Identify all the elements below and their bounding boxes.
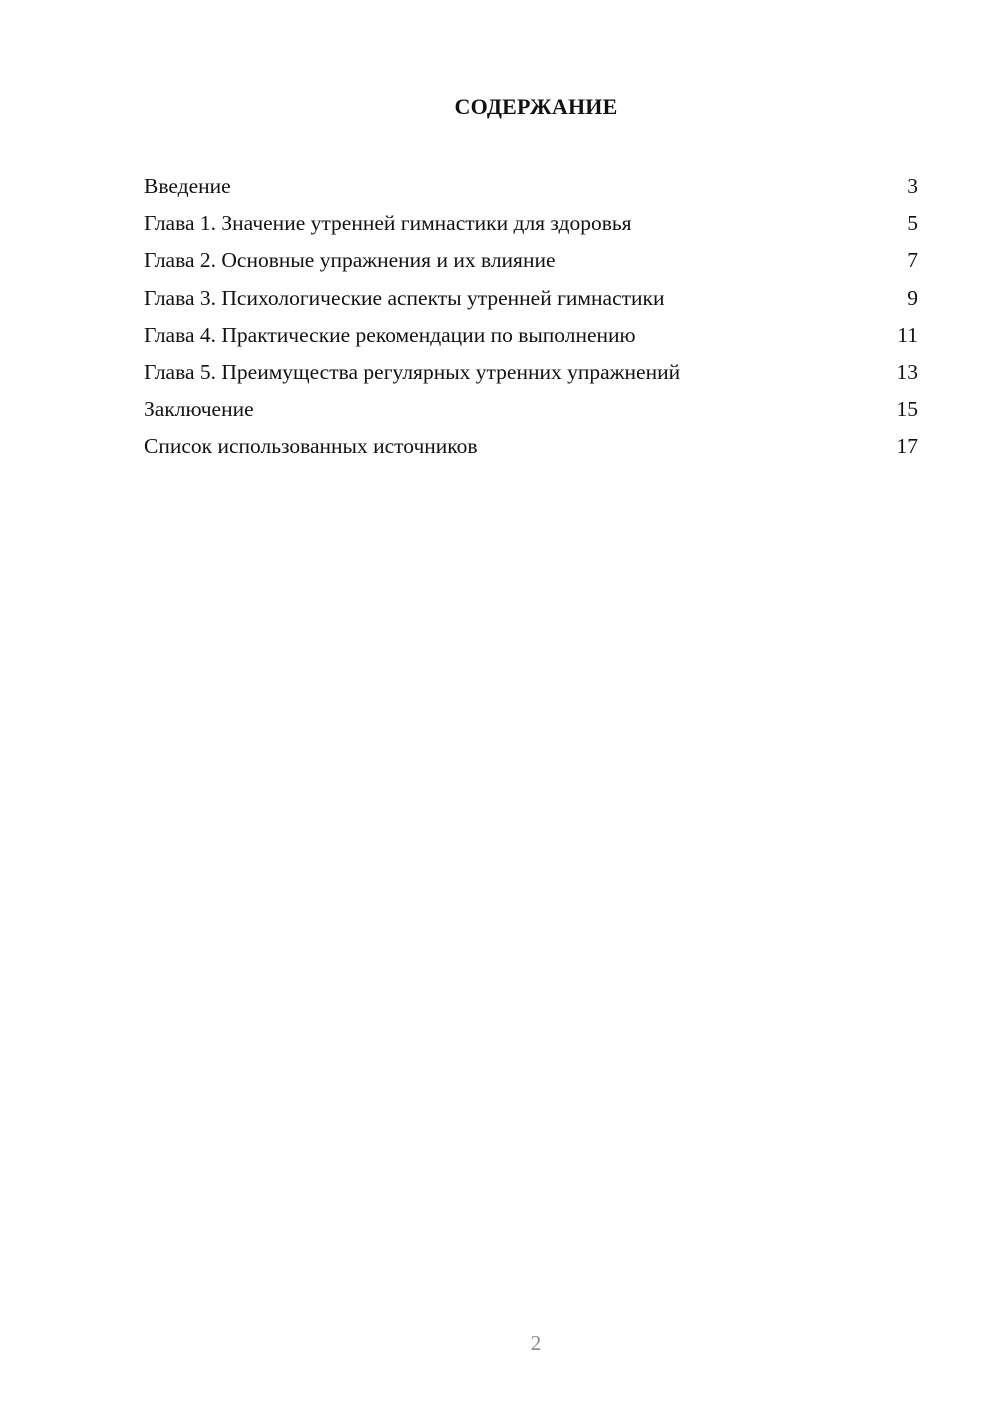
toc-entry-conclusion: [144, 391, 918, 428]
toc-entry-chapter-1: [144, 205, 918, 242]
toc-entry-title: Введение: [144, 174, 231, 198]
toc-entry-chapter-5: [144, 354, 918, 391]
toc-entry-title: Глава 1. Значение утренней гимнастики для здоровья: [144, 211, 632, 236]
toc-entry-page: 5: [907, 211, 918, 236]
toc-entry-page: 3: [907, 174, 918, 198]
table-of-contents: [144, 168, 918, 466]
toc-entry-title: Заключение: [144, 397, 254, 422]
toc-entry-page: 17: [896, 434, 918, 459]
toc-entry-title: Глава 3. Психологические аспекты утренней гимнастики: [144, 285, 665, 310]
toc-entry-chapter-3: [144, 280, 918, 317]
toc-entry-page: 11: [897, 322, 918, 347]
toc-entry-introduction: [144, 168, 918, 205]
toc-entry-page: 7: [907, 248, 918, 273]
toc-entry-page: 9: [907, 285, 918, 310]
toc-entry-title: Глава 2. Основные упражнения и их влияние: [144, 248, 556, 273]
toc-entry-page: 13: [896, 359, 918, 384]
page-number: 2: [530, 1331, 542, 1355]
toc-entry-chapter-4: [144, 317, 918, 354]
toc-entry-title: Глава 4. Практические рекомендации по выполнению: [144, 322, 636, 347]
toc-entry-title: Список использованных источников: [144, 434, 478, 459]
toc-entry-chapter-2: [144, 242, 918, 279]
page-title: СОДЕРЖАНИЕ: [454, 94, 618, 119]
toc-entry-title: Глава 5. Преимущества регулярных утренних упражнений: [144, 359, 681, 384]
toc-entry-page: 15: [896, 397, 918, 422]
toc-entry-references: [144, 428, 918, 465]
